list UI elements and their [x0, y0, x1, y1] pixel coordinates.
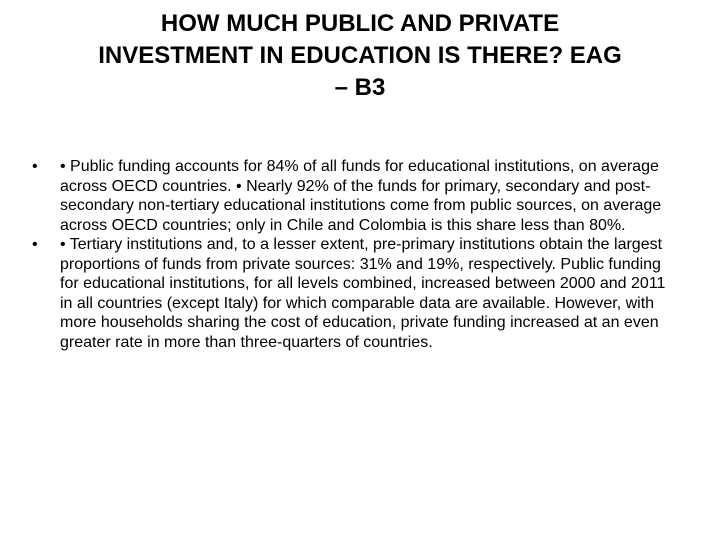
bullet-marker: •: [32, 158, 38, 175]
title-line-1: HOW MUCH PUBLIC AND PRIVATE: [160, 10, 560, 37]
bullet-item: [32, 235, 682, 352]
bullet-text-tertiary-institutions: • Tertiary institutions and, to a lesser extent, pre-primary institutions obtain the largest proportions of funds from private sources: 31% and 19%, respectively. Public funding for educational institutions, for all levels combined, increased between 2000 and 2011 in all countries (except Italy) for which comparable data are available. However, with more households sharing the cost of education, private funding increased at an even greater rate in more than three-quarters of countries.: [60, 236, 666, 351]
bullet-item: [32, 157, 682, 235]
bullet-list: [32, 157, 682, 352]
slide-title: [30, 8, 690, 104]
bullet-marker: •: [32, 236, 38, 253]
title-line-3: – B3: [334, 74, 386, 101]
title-line-2: INVESTMENT IN EDUCATION IS THERE? EAG: [98, 42, 622, 69]
bullet-text-public-funding: • Public funding accounts for 84% of all funds for educational institutions, on average across OECD countries. • Nearly 92% of the funds for primary, secondary and post-secondary non-tertiary educational institutions come from public sources, on average across OECD countries; only in Chile and Colombia is this share less than 80%.: [60, 158, 662, 234]
